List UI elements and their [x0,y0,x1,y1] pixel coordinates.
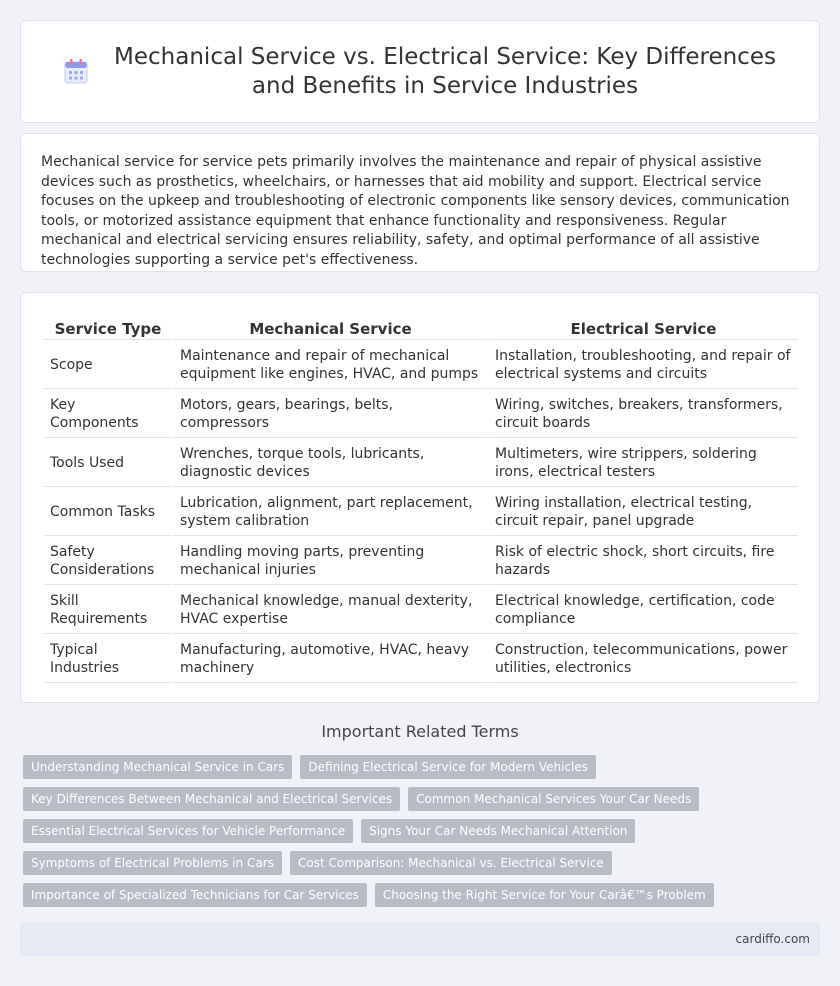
related-term-tag[interactable]: Key Differences Between Mechanical and Electrical Services [23,787,400,811]
mechanical-cell: Manufacturing, automotive, HVAC, heavy machinery [174,636,487,683]
mechanical-cell: Maintenance and repair of mechanical equipment like engines, HVAC, and pumps [174,342,487,389]
table-row [44,440,798,487]
related-term-tag[interactable]: Common Mechanical Services Your Car Needs [408,787,699,811]
column-header-service-type: Service Type [44,316,172,340]
table-row [44,391,798,438]
related-term-tag[interactable]: Importance of Specialized Technicians for Car Services [23,883,367,907]
mechanical-cell: Lubrication, alignment, part replacement, system calibration [174,489,487,536]
comparison-table [42,314,800,685]
column-header-mechanical: Mechanical Service [174,316,487,340]
related-term-tag[interactable]: Cost Comparison: Mechanical vs. Electrical Service [290,851,612,875]
table-row [44,489,798,536]
footer-site-link[interactable]: cardiffo.com [735,932,810,946]
row-label: Skill Requirements [44,587,172,634]
related-term-tag[interactable]: Choosing the Right Service for Your Carâ€™s Problem [375,883,714,907]
comparison-table-card [20,292,820,703]
table-row [44,342,798,389]
intro-paragraph: Mechanical service for service pets primarily involves the maintenance and repair of physical assistive devices such as prosthetics, wheelchairs, or harnesses that aid mobility and support. Electrical service focuses on the upkeep and troubleshooting of electronic components like sensory devices, communication tools, or motorized assistance equipment that enhance functionality and responsiveness. Regular mechanical and electrical servicing ensures reliability, safety, and optimal performance of all assistive technologies supporting a service pet's effectiveness. [41,154,790,268]
row-label: Scope [44,342,172,389]
related-terms-list [23,755,823,907]
mechanical-cell: Mechanical knowledge, manual dexterity, HVAC expertise [174,587,487,634]
electrical-cell: Risk of electric shock, short circuits, fire hazards [489,538,798,585]
footer [20,922,820,956]
related-term-tag[interactable]: Symptoms of Electrical Problems in Cars [23,851,282,875]
row-label: Common Tasks [44,489,172,536]
header-card [20,20,820,123]
table-row [44,538,798,585]
page-title: Mechanical Service vs. Electrical Service: Key Differences and Benefits in Service Industries [114,43,776,99]
mechanical-cell: Motors, gears, bearings, belts, compressors [174,391,487,438]
related-term-tag[interactable]: Essential Electrical Services for Vehicle Performance [23,819,353,843]
row-label: Key Components [44,391,172,438]
table-row [44,636,798,683]
mechanical-cell: Wrenches, torque tools, lubricants, diagnostic devices [174,440,487,487]
electrical-cell: Electrical knowledge, certification, code compliance [489,587,798,634]
table-row [44,587,798,634]
table-header-row [44,316,798,340]
electrical-cell: Wiring installation, electrical testing, circuit repair, panel upgrade [489,489,798,536]
electrical-cell: Installation, troubleshooting, and repair of electrical systems and circuits [489,342,798,389]
related-term-tag[interactable]: Signs Your Car Needs Mechanical Attention [361,819,635,843]
mechanical-cell: Handling moving parts, preventing mechanical injuries [174,538,487,585]
electrical-cell: Construction, telecommunications, power utilities, electronics [489,636,798,683]
row-label: Safety Considerations [44,538,172,585]
related-terms-title: Important Related Terms [321,722,519,741]
related-term-tag[interactable]: Defining Electrical Service for Modern Vehicles [300,755,596,779]
row-label: Tools Used [44,440,172,487]
electrical-cell: Wiring, switches, breakers, transformers, circuit boards [489,391,798,438]
column-header-electrical: Electrical Service [489,316,798,340]
calendar-icon [61,57,91,87]
intro-card [20,133,820,272]
electrical-cell: Multimeters, wire strippers, soldering irons, electrical testers [489,440,798,487]
row-label: Typical Industries [44,636,172,683]
related-term-tag[interactable]: Understanding Mechanical Service in Cars [23,755,292,779]
